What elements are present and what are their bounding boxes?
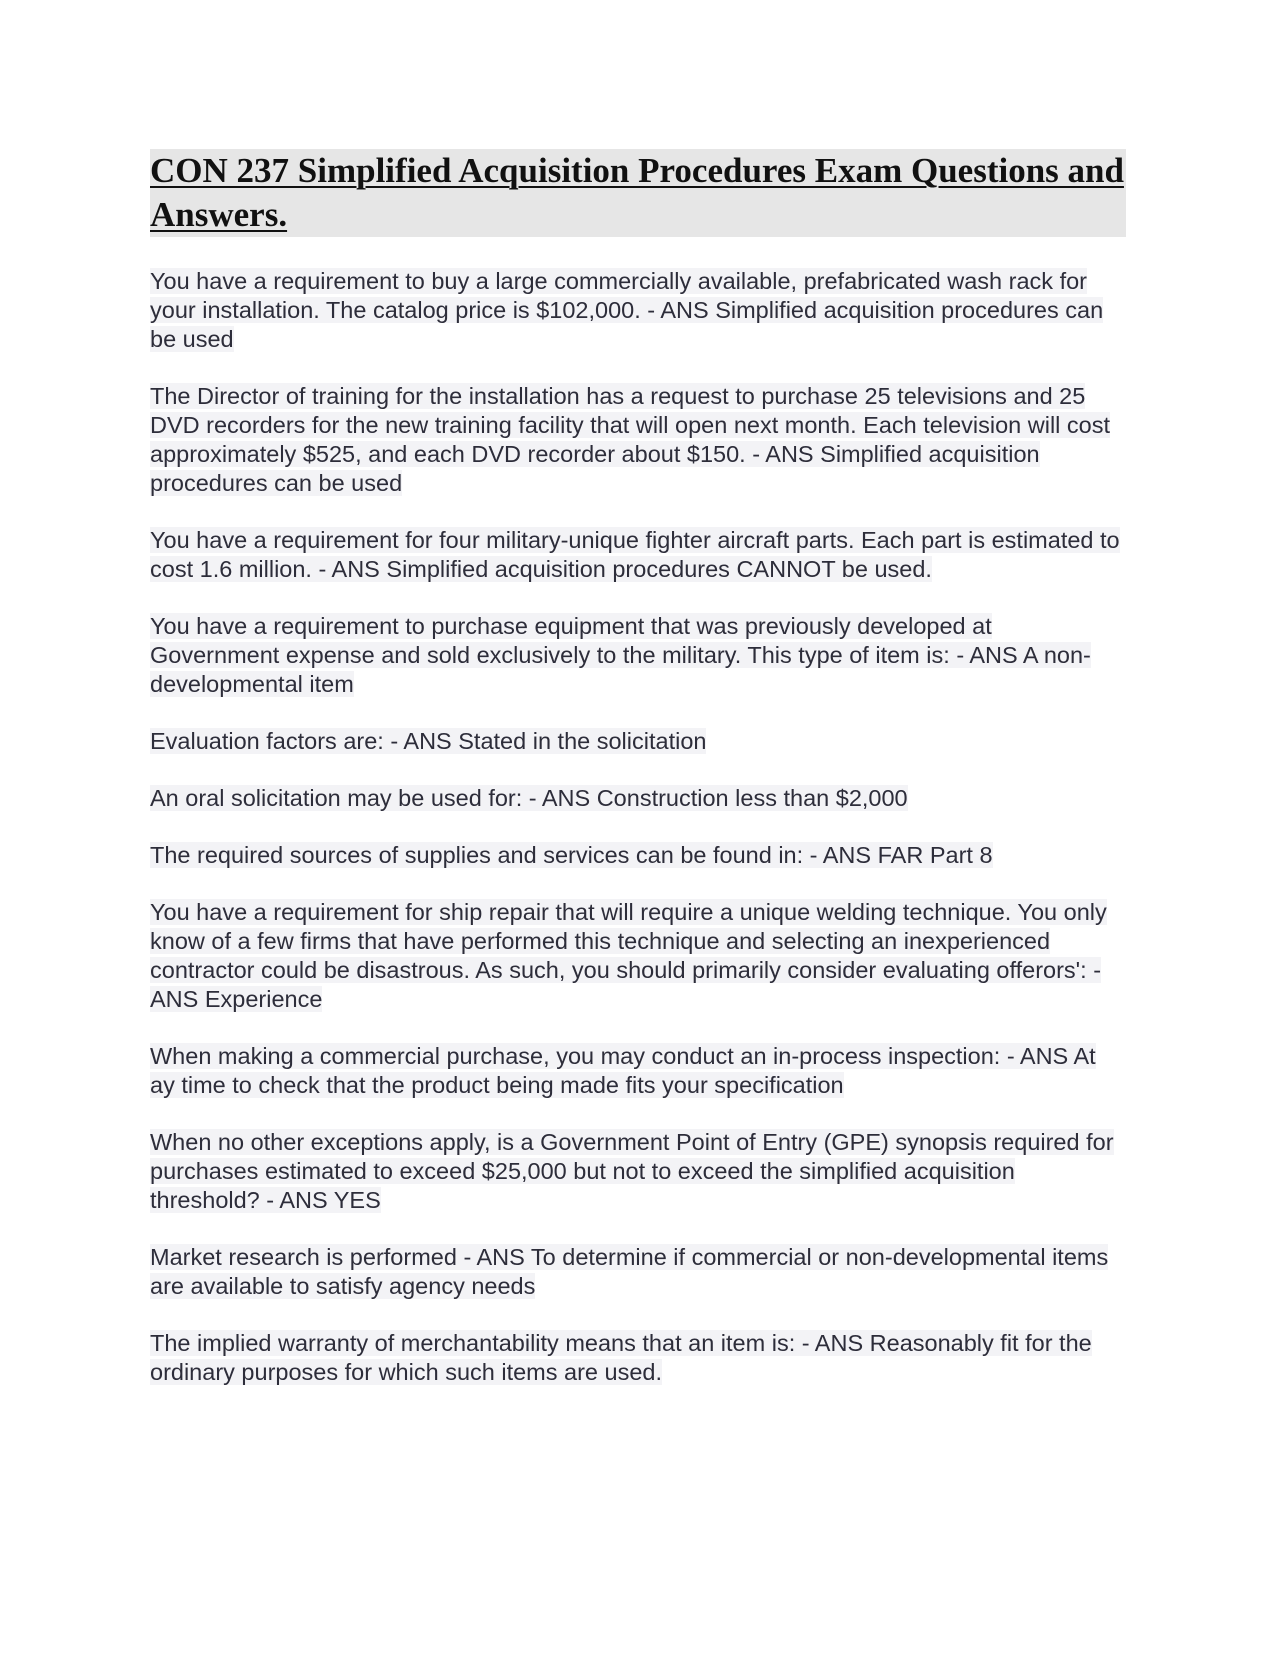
- qa-text: An oral solicitation may be used for: - ANS Construction less than $2,000: [150, 785, 908, 811]
- qa-item-1: [150, 267, 1126, 354]
- qa-text: Market research is performed - ANS To determine if commercial or non-developmental items are available to satisfy agency needs: [150, 1244, 1109, 1299]
- qa-text: You have a requirement for ship repair that will require a unique welding technique. You only know of a few firms that have performed this technique and selecting an inexperienced contractor could be disastrous. As such, you should primarily consider evaluating offerors': - ANS Experience: [150, 899, 1107, 1012]
- qa-text: The Director of training for the installation has a request to purchase 25 televisions and 25 DVD recorders for the new training facility that will open next month. Each television will cost approximately $525, and each DVD recorder about $150. - ANS Simplified acquisition procedures can be used: [150, 383, 1111, 496]
- qa-item-6: [150, 784, 1126, 813]
- qa-text: The required sources of supplies and services can be found in: - ANS FAR Part 8: [150, 842, 993, 868]
- qa-item-4: [150, 612, 1126, 699]
- qa-item-12: [150, 1329, 1126, 1387]
- qa-item-2: [150, 382, 1126, 498]
- qa-item-11: [150, 1243, 1126, 1301]
- title-highlight: [150, 149, 1126, 237]
- qa-text: When making a commercial purchase, you may conduct an in-process inspection: - ANS At ay time to check that the product being made fits your specification: [150, 1043, 1096, 1098]
- qa-item-9: [150, 1042, 1126, 1100]
- qa-text: You have a requirement to buy a large commercially available, prefabricated wash rack for your installation. The catalog price is $102,000. - ANS Simplified acquisition procedures can be used: [150, 268, 1104, 352]
- qa-text: Evaluation factors are: - ANS Stated in the solicitation: [150, 728, 707, 754]
- qa-text: The implied warranty of merchantability means that an item is: - ANS Reasonably fit for the ordinary purposes for which such items are used.: [150, 1330, 1092, 1385]
- qa-item-10: [150, 1128, 1126, 1215]
- qa-item-3: [150, 526, 1126, 584]
- qa-item-8: [150, 898, 1126, 1014]
- qa-item-7: [150, 841, 1126, 870]
- qa-text: When no other exceptions apply, is a Government Point of Entry (GPE) synopsis required for purchases estimated to exceed $25,000 but not to exceed the simplified acquisition threshold? - ANS YES: [150, 1129, 1114, 1213]
- qa-item-5: [150, 727, 1126, 756]
- qa-text: You have a requirement for four military-unique fighter aircraft parts. Each part is estimated to cost 1.6 million. - ANS Simplified acquisition procedures CANNOT be used.: [150, 527, 1120, 582]
- page-title: CON 237 Simplified Acquisition Procedures Exam Questions and Answers.: [150, 151, 1124, 234]
- document-page: [150, 149, 1126, 1415]
- qa-text: You have a requirement to purchase equipment that was previously developed at Government expense and sold exclusively to the military. This type of item is: - ANS A non-developmental item: [150, 613, 1091, 697]
